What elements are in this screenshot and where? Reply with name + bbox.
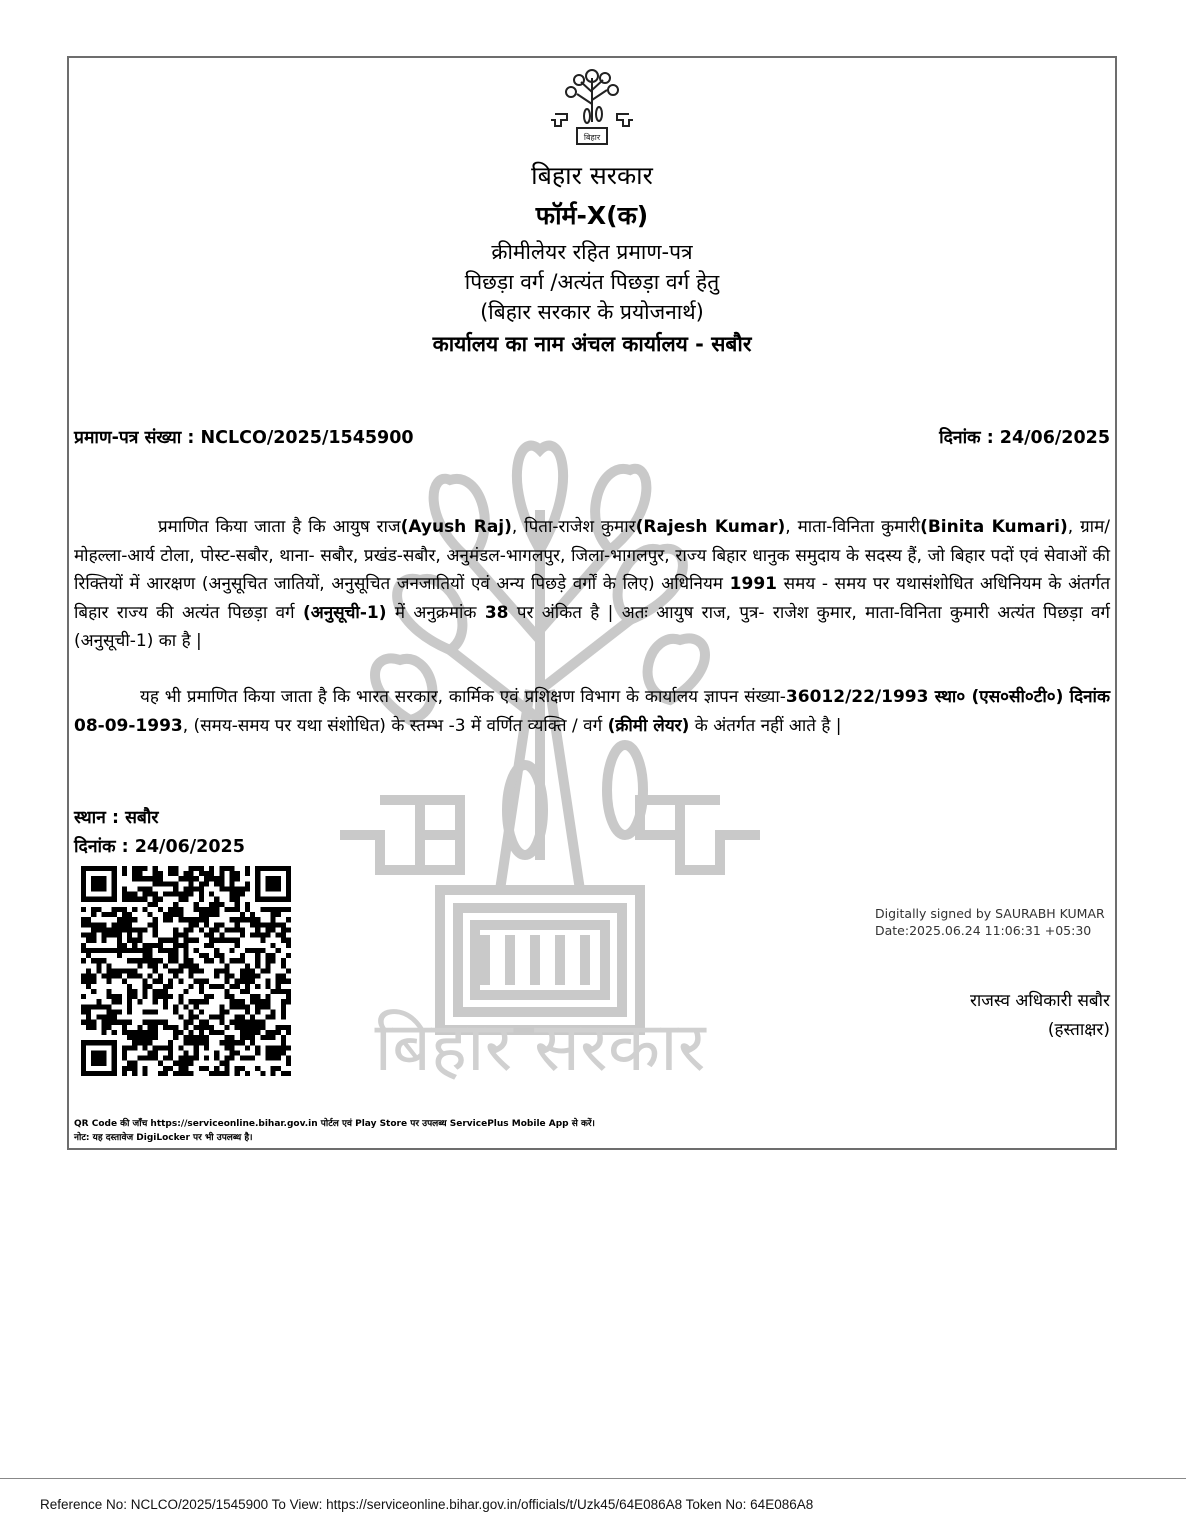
digital-signature-signer: Digitally signed by SAURABH KUMAR (875, 906, 1105, 921)
qr-verification-note: QR Code की जाँच https://serviceonline.bihar.gov.in पोर्टल एवं Play Store पर उपलब्ध ServicePlus Mobile App से करें। (74, 1119, 595, 1129)
p1-name-en: (Ayush Raj) (400, 517, 512, 537)
issue-date-label: दिनांक : 24/06/2025 (74, 837, 245, 857)
p1-text: , पिता-राजेश कुमार (511, 517, 636, 537)
certificate-title: क्रीमीलेयर रहित प्रमाण-पत्र (491, 240, 693, 264)
certificate-number: प्रमाण-पत्र संख्या : NCLCO/2025/1545900 (74, 428, 414, 448)
p2-text: , (समय-समय पर यथा संशोधित) के स्तम्भ -3 में वर्णित व्यक्ति / वर्ग (182, 715, 608, 736)
digital-signature-date: Date:2025.06.24 11:06:31 +05:30 (875, 923, 1092, 938)
p1-mother-en: (Binita Kumari) (920, 517, 1068, 537)
qr-code (81, 866, 291, 1076)
p1-text: प्रमाणित किया जाता है कि आयुष राज (158, 517, 401, 537)
emblem-text: बिहार (583, 133, 601, 142)
certificate-date: दिनांक : 24/06/2025 (939, 428, 1110, 448)
watermark-text: बिहार सरकार (374, 1008, 706, 1080)
p1-act-year: 1991 (729, 574, 777, 594)
p1-text: पर अंकित है | अतः आयुष राज, पुत्र- राजेश कुमार, माता-विनिता कुमारी अत्यंत पिछड़ा वर्ग (अनुसूची-1) का है | (74, 602, 1110, 651)
category-heading: पिछड़ा वर्ग /अत्यंत पिछड़ा वर्ग हेतु (464, 270, 720, 294)
digital-signature (875, 905, 1105, 939)
footer-divider (0, 1478, 1186, 1479)
p2-text: के अंतर्गत नहीं आते है | (689, 715, 842, 736)
reference-line: Reference No: NCLCO/2025/1545900 To View: https://serviceonline.bihar.gov.in/officials/t/Uzk45/64E086A8 Token No: 64E086A8 (40, 1497, 814, 1512)
government-heading: बिहार सरकार (531, 161, 653, 190)
purpose-heading: (बिहार सरकार के प्रयोजनार्थ) (480, 300, 704, 324)
p1-text: में अनुक्रमांक (386, 602, 485, 623)
place-label: स्थान : सबौर (74, 808, 159, 828)
office-heading: कार्यालय का नाम अंचल कार्यालय - सबौर (432, 332, 752, 356)
signature-label: (हस्ताक्षर) (1047, 1020, 1110, 1040)
p1-serial-number: 38 (484, 602, 509, 623)
p2-memo-number: 36012/22/1993 स्था० (एस०सी०टी०) दिनांक 08-09-1993 (74, 687, 1111, 736)
bihar-emblem-logo (549, 64, 635, 148)
p1-father-en: (Rajesh Kumar) (635, 517, 786, 537)
p1-text: समय - समय पर यथासंशोधित अधिनियम के अंतर्गत बिहार राज्य की अत्यंत पिछड़ा वर्ग (74, 574, 1111, 623)
certification-paragraph-1 (74, 513, 1110, 656)
signing-officer (970, 987, 1110, 1045)
p2-text: यह भी प्रमाणित किया जाता है कि भारत सरकार, कार्मिक एवं प्रशिक्षण विभाग के कार्यालय ज्ञापन संख्या- (140, 687, 786, 707)
p2-creamy-layer: (क्रीमी लेयर) (607, 715, 690, 736)
officer-designation: राजस्व अधिकारी सबौर (969, 991, 1110, 1011)
p1-text: , माता-विनिता कुमारी (785, 517, 921, 537)
p1-text: , ग्राम/मोहल्ला-आर्य टोला, पोस्ट-सबौर, थाना- सबौर, प्रखंड-सबौर, अनुमंडल-भागलपुर, जिला-भागलपुर, राज्य बिहार धानुक समुदाय के सदस्य हैं, जो बिहार पदों एवं सेवाओं की रिक्तियों में आरक्षण (अनुसूचित जातियों, अनुसूचित जनजातियों एवं अन्य पिछड़े वर्गों के लिए) अधिनियम (74, 517, 1110, 594)
certification-paragraph-2 (74, 683, 1110, 740)
digilocker-note: नोट: यह दस्तावेज DigiLocker पर भी उपलब्ध है। (74, 1133, 253, 1143)
form-heading: फॉर्म-X(क) (535, 201, 649, 230)
p1-schedule: (अनुसूची-1) (302, 602, 387, 623)
